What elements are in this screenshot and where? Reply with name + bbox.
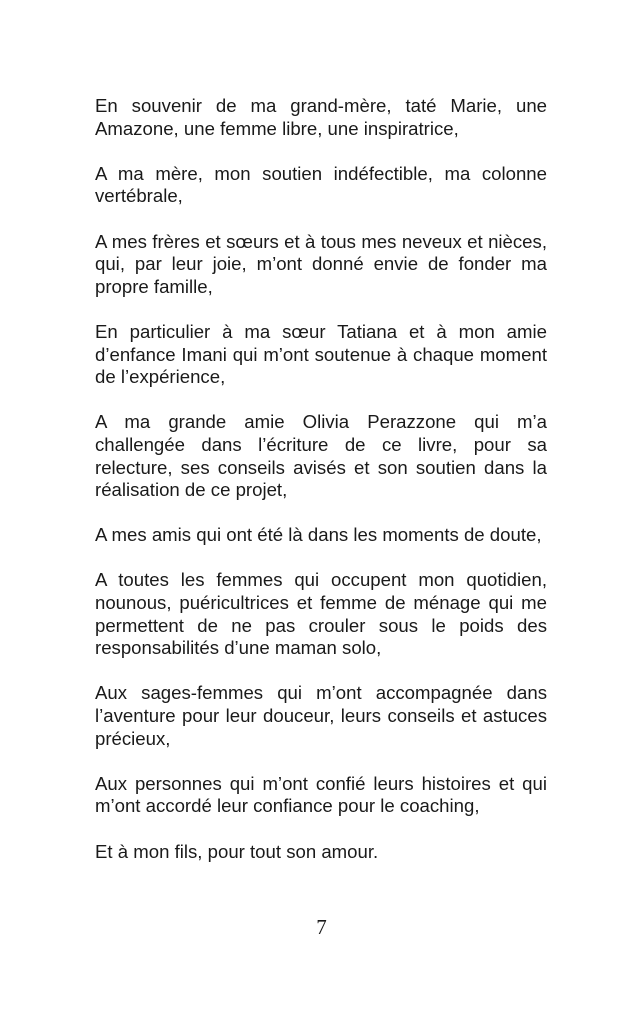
dedication-paragraph-mother: A ma mère, mon soutien indéfectible, ma colonne vertébrale,	[95, 162, 547, 207]
page-number: 7	[316, 915, 327, 939]
dedication-paragraph-siblings: A mes frères et sœurs et à tous mes neveux et nièces, qui, par leur joie, m’ont donné envie de fonder ma propre famille,	[95, 230, 547, 297]
dedication-paragraph-midwives: Aux sages-femmes qui m’ont accompagnée dans l’aventure pour leur douceur, leurs conseils et astuces précieux,	[95, 682, 547, 749]
dedication-paragraph-coaching: Aux personnes qui m’ont confié leurs histoires et qui m’ont accordé leur confiance pour le coaching,	[95, 772, 547, 817]
dedication-paragraph-olivia: A ma grande amie Olivia Perazzone qui m’a challengée dans l’écriture de ce livre, pour sa relecture, ses conseils avisés et son soutien dans la réalisation de ce projet,	[95, 411, 547, 501]
dedication-paragraph-friends: A mes amis qui ont été là dans les moments de doute,	[95, 524, 542, 546]
dedication-paragraph-sister-friend: En particulier à ma sœur Tatiana et à mon amie d’enfance Imani qui m’ont soutenue à chaque moment de l’expérience,	[95, 320, 547, 388]
dedication-text	[95, 95, 547, 863]
dedication-paragraph-son: Et à mon fils, pour tout son amour.	[95, 840, 379, 862]
dedication-paragraph-grandmother: En souvenir de ma grand-mère, taté Marie, une Amazone, une femme libre, une inspiratrice,	[95, 95, 547, 139]
dedication-paragraph-women: A toutes les femmes qui occupent mon quotidien, nounous, puéricultrices et femme de ménage qui me permettent de ne pas crouler sous le poids des responsabilités d’une maman solo,	[95, 569, 547, 659]
